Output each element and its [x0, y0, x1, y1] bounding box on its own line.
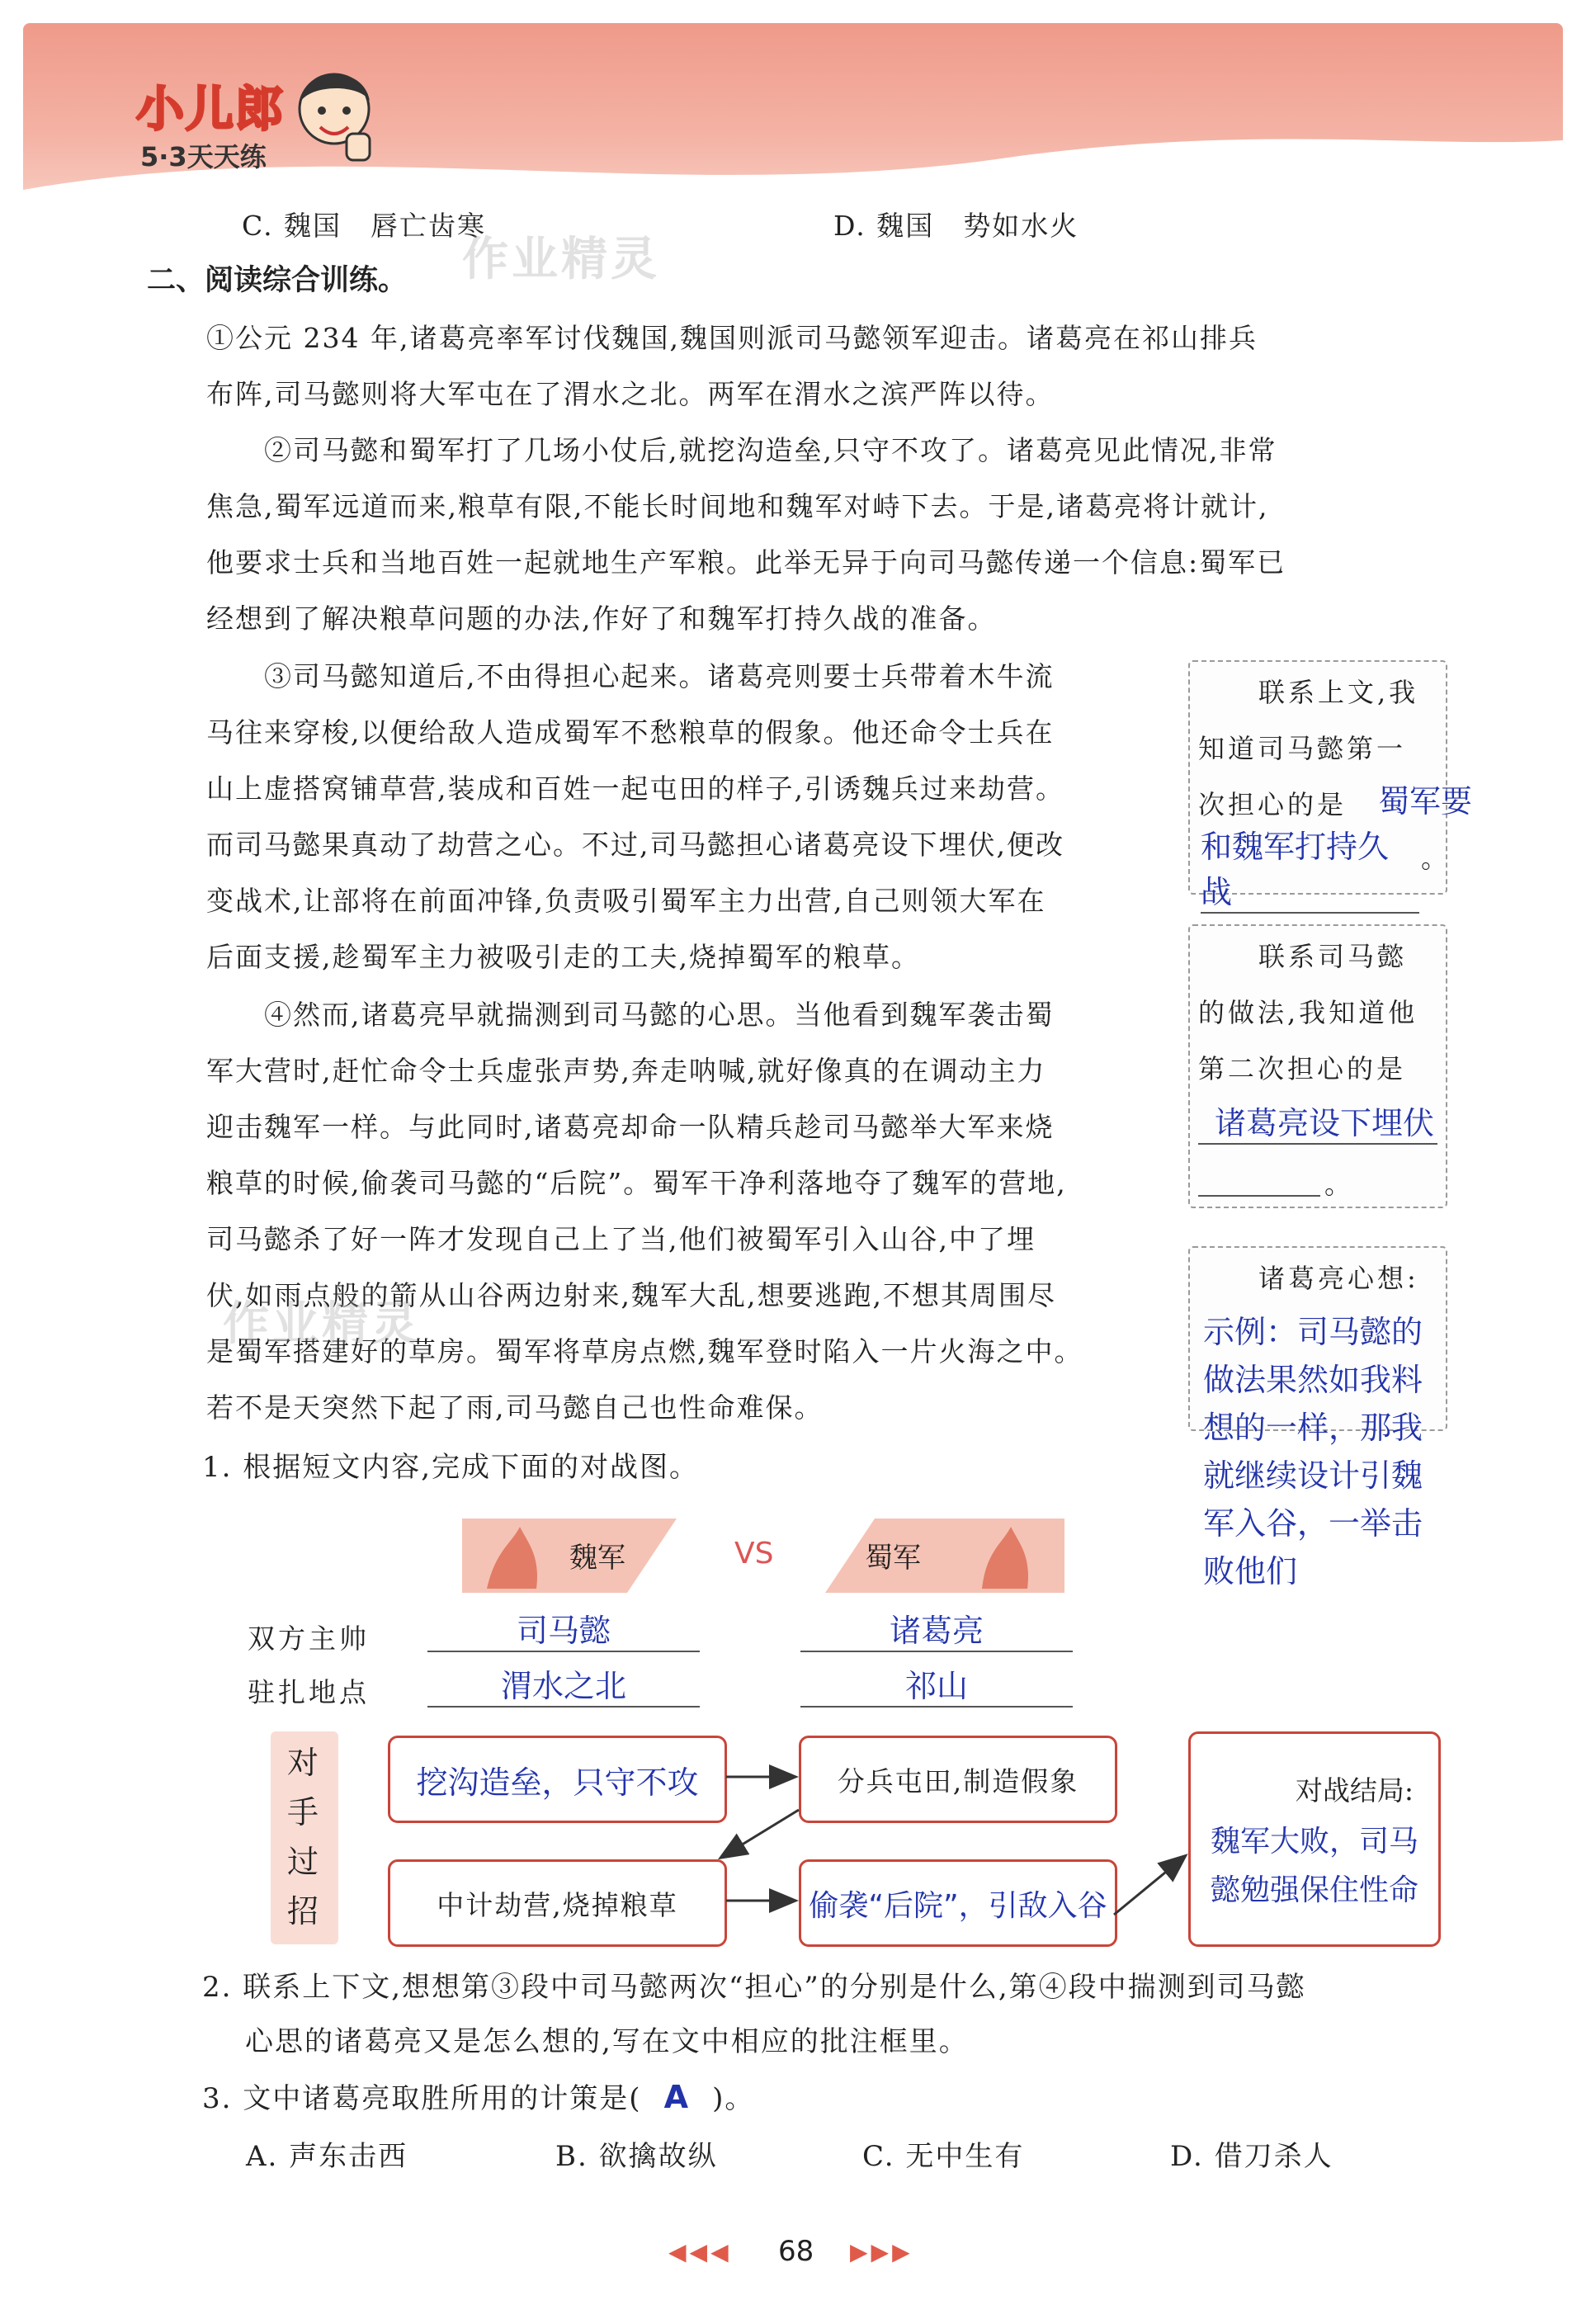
para2-line1: ②司马懿和蜀军打了几场小仗后,就挖沟造垒,只守不攻了。诸葛亮见此情况,非常 [264, 434, 1277, 466]
para3-line2: 马往来穿梭,以便给敌人造成蜀军不愁粮草的假象。他还命令士兵在 [206, 716, 1055, 749]
page-number: 68 [778, 2235, 814, 2268]
para3-line1: ③司马懿知道后,不由得担心起来。诸葛亮则要士兵带着木牛流 [264, 660, 1055, 692]
para3-line3: 山上虚搭窝铺草营,装成和百姓一起屯田的样子,引诱魏兵过来劫营。 [206, 772, 1064, 805]
option-d: D. 魏国 势如水火 [833, 210, 1079, 242]
shu-commander[interactable]: 诸葛亮 [800, 1605, 1073, 1652]
annotation-3-answer-line5: 军入谷，一举击 [1203, 1505, 1423, 1542]
q3-option-d[interactable]: D. 借刀杀人 [1170, 2140, 1333, 2173]
para3-line5: 变战术,让部将在前面冲锋,负责吸引蜀军主力出营,自己则领大军在 [206, 885, 1046, 917]
flow-box-4[interactable]: 偷袭“后院”，引敌入谷 [799, 1859, 1117, 1947]
mascot-boy-icon [289, 59, 380, 167]
flow-result-box[interactable]: 对战结局: 魏军大败，司马 懿勉强保住性命 [1188, 1731, 1441, 1947]
para4-line1: ④然而,诸葛亮早就揣测到司马懿的心思。当他看到魏军袭击蜀 [264, 999, 1055, 1031]
para2-line3: 他要求士兵和当地百姓一起就地生产军粮。此举无异于向司马懿传递一个信息:蜀军已 [206, 546, 1286, 579]
vs-label: VS [734, 1537, 774, 1571]
prev-arrows-icon: ◀◀◀ [668, 2238, 732, 2265]
watermark-2: 作业精灵 [223, 1297, 421, 1351]
shu-flag [825, 1510, 1064, 1601]
q3-option-a[interactable]: A. 声东击西 [246, 2140, 408, 2173]
q2-text: 2. 联系上下文,想想第③段中司马懿两次“担心”的分别是什么,第④段中揣测到司马懿 心思的诸葛亮又是怎么想的,写在文中相应的批注框里。 [202, 1971, 1306, 2058]
para2-line2: 焦急,蜀军远道而来,粮草有限,不能长时间地和魏军对峙下去。于是,诸葛亮将计就计, [206, 490, 1269, 522]
para3-line4: 而司马懿果真动了劫营之心。不过,司马懿担心诸葛亮设下埋伏,便改 [206, 829, 1064, 861]
q3-option-c[interactable]: C. 无中生有 [862, 2140, 1025, 2173]
flow-box-1[interactable]: 挖沟造垒，只守不攻 [388, 1736, 727, 1823]
flow-box-3: 中计劫营,烧掉粮草 [388, 1859, 727, 1947]
option-c: C. 魏国 唇亡齿寒 [242, 210, 487, 242]
para1-line2: 布阵,司马懿则将大军屯在了渭水之北。两军在渭水之滨严阵以待。 [206, 378, 1055, 410]
section-title: 二、阅读综合训练。 [147, 264, 408, 297]
annotation-1-line3: 次担心的是 [1198, 789, 1348, 820]
annotation-3-answer-line1: 示例：司马懿的 [1203, 1314, 1423, 1350]
wei-label: 魏军 [569, 1542, 625, 1575]
annotation-1-answer-2[interactable]: 和魏军打持久战 [1201, 821, 1419, 914]
annotation-2-line1: 联系司马懿 [1258, 941, 1408, 972]
q3-text: 3. 文中诸葛亮取胜所用的计策是( A )。 [202, 2079, 755, 2115]
para4-line7: 是蜀军搭建好的草房。蜀军将草房点燃,魏军登时陷入一片火海之中。 [206, 1335, 1083, 1367]
next-arrows-icon: ▶▶▶ [850, 2238, 913, 2265]
annotation-3-printed: 诸葛亮心想: [1258, 1263, 1419, 1294]
annotation-3-answer-line2: 做法果然如我料 [1203, 1362, 1423, 1398]
para1-line1: ①公元 234 年,诸葛亮率军讨伐魏国,魏国则派司马懿领军迎击。诸葛亮在祁山排兵 [206, 322, 1258, 354]
para2-line4: 经想到了解决粮草问题的办法,作好了和魏军打持久战的准备。 [206, 602, 997, 635]
watermark: 作业精灵 [462, 233, 660, 286]
para4-line4: 粮草的时候,偷袭司马懿的“后院”。蜀军干净利落地夺了魏军的营地, [206, 1167, 1067, 1199]
annotation-1-line1: 联系上文,我 [1258, 677, 1419, 708]
para4-line2: 军大营时,赶忙命令士兵虚张声势,奔走呐喊,就好像真的在调动主力 [206, 1055, 1046, 1087]
logo-title: 小儿郎 [136, 81, 286, 137]
annotation-2-answer[interactable]: 诸葛亮设下埋伏 [1198, 1098, 1437, 1145]
annotation-2-line3: 第二次担心的是 [1198, 1053, 1407, 1084]
para3-line6: 后面支援,趁蜀军主力被吸引走的工夫,烧掉蜀军的粮草。 [206, 941, 920, 973]
q1-text: 1. 根据短文内容,完成下面的对战图。 [202, 1451, 700, 1484]
q3-option-b[interactable]: B. 欲擒故纵 [555, 2140, 718, 2173]
row2-label: 驻扎地点 [248, 1676, 370, 1708]
flow-box-2: 分兵屯田,制造假象 [799, 1736, 1117, 1823]
q3-answer[interactable]: A [663, 2079, 691, 2115]
shu-label: 蜀军 [865, 1542, 921, 1575]
annotation-1-answer-1: 蜀军要 [1378, 783, 1473, 820]
para4-line6: 伏,如雨点般的箭从山谷两边射来,魏军大乱,想要逃跑,不想其周围尽 [206, 1279, 1056, 1311]
annotation-3-answer-line3: 想的一样，那我 [1203, 1410, 1423, 1446]
logo-subtitle: 5·3天天练 [140, 141, 267, 172]
para4-line8: 若不是天突然下起了雨,司马懿自己也性命难保。 [206, 1391, 824, 1424]
annotation-3-answer[interactable] [1203, 1308, 1423, 1595]
annotation-1-line2: 知道司马懿第一 [1198, 733, 1407, 764]
annotation-3-answer-line4: 就继续设计引魏 [1203, 1457, 1423, 1494]
para4-line5: 司马懿杀了好一阵才发现自己上了当,他们被蜀军引入山谷,中了埋 [206, 1223, 1036, 1255]
side-label: 对 手 过 招 [287, 1745, 319, 1930]
wei-commander[interactable]: 司马懿 [427, 1605, 700, 1652]
annotation-2-line2: 的做法,我知道他 [1198, 997, 1418, 1028]
wei-location[interactable]: 渭水之北 [427, 1660, 700, 1708]
shu-location[interactable]: 祁山 [800, 1660, 1073, 1708]
row1-label: 双方主帅 [248, 1623, 370, 1655]
annotation-3-answer-line6: 败他们 [1203, 1553, 1298, 1589]
para4-line3: 迎击魏军一样。与此同时,诸葛亮却命一队精兵趁司马懿举大军来烧 [206, 1111, 1055, 1143]
